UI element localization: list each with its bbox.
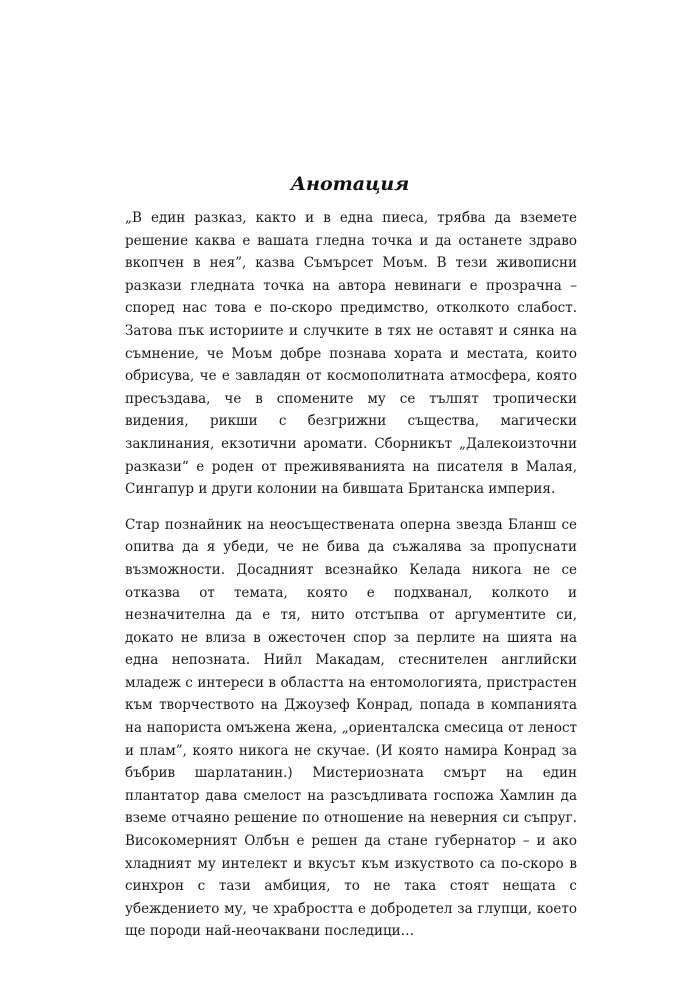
- annotation-body: [125, 207, 577, 943]
- page-title: Анотация: [290, 173, 410, 195]
- paragraph-1: „В един разказ, както и в една пиеса, трябва да вземете решение каква е вашата гледна точка и да останете здраво вкопчен в нея”, казва Съмърсет Моъм. В тези живописни разкази гледната точка на автора невинаги е прозрачна – според нас това е по-скоро предимство, отколкото слабост. Затова пък историите и случките в тях не оставят и сянка на съмнение, че Моъм добре познава хората и местата, които обрисува, че е завладян от космополитната атмосфера, която пресъздава, че в спомените му се тълпят тропически видения, рикши с безгрижни същества, магически заклинания, екзотични аромати. Сборникът „Далекоизточни разкази“ е роден от преживяванията на писателя в Малая, Сингапур и други колонии на бившата Британска империя.: [125, 210, 577, 498]
- paragraph-2: Стар познайник на неосъществената оперна звезда Бланш се опитва да я убеди, че не бива да съжалява за пропуснати възможности. Досадният всезнайко Келада никога не се отказва от темата, която е подхванал, колкото и незначителна да е тя, нито отстъпва от аргументите си, докато не влиза в ожесточен спор за перлите на шията на една непозната. Нийл Макадам, стеснителен английски младеж с интереси в областта на ентомологията, пристрастен към творчеството на Джоузеф Конрад, попада в компанията на напориста омъжена жена, „ориенталска смесица от леност и плам”, която никога не скучае. (И която намира Конрад за бъбрив шарлатанин.) Мистериозната смърт на един плантатор дава смелост на разсъдливата госпожа Хамлин да вземе отчаяно решение по отношение на неверния си съпруг. Високомерният Олбън е решен да стане губернатор – и ако хладният му интелект и вкусът към изкуството са по-скоро в синхрон с тази амбиция, то не така стоят нещата с убеждението му, че храбростта е добродетел за глупци, което ще породи най-неочаквани последици…: [125, 516, 577, 940]
